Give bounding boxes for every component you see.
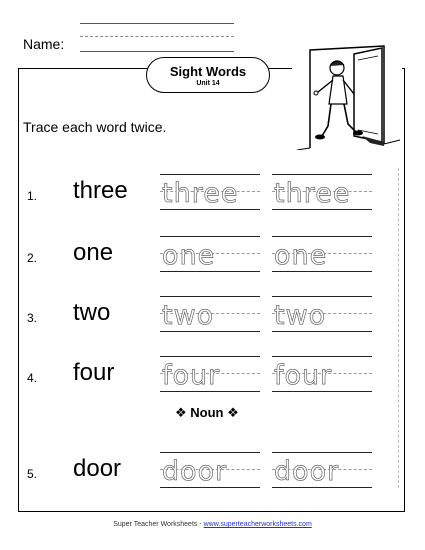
name-guide-mid-line [80,36,234,37]
trace-word: three [162,178,239,209]
trace-guide-line [160,356,260,357]
trace-guide-line [160,174,260,175]
sight-word: four [73,359,115,386]
trace-guide-line [272,356,372,357]
trace-guide-line [272,452,372,453]
trace-box-2[interactable] [272,356,372,392]
title-badge [146,57,270,93]
trace-word: one [274,240,328,271]
trace-box-2[interactable] [272,174,372,210]
name-guide-bottom-line[interactable] [80,51,234,52]
trace-box-2[interactable] [272,452,372,488]
name-label: Name: [23,36,65,52]
row-number: 2. [27,251,38,265]
trace-word: two [274,300,327,331]
footer-credit: Super Teacher Worksheets - [113,521,204,528]
trace-guide-line [272,236,372,237]
trace-guide-line [272,296,372,297]
trace-box-2[interactable] [272,296,372,332]
row-number: 3. [27,311,38,325]
trace-guide-line [272,174,372,175]
trace-box-1[interactable] [160,356,260,392]
noun-section-label: ❖ Noun ❖ [175,405,239,420]
trace-guide-line [160,296,260,297]
trace-word: three [274,178,351,209]
trace-word: four [274,360,333,391]
trace-word: door [274,456,340,487]
trace-word: two [162,300,215,331]
boy-opening-door-icon [292,40,402,150]
unit-label: Unit 14 [196,80,220,87]
right-guide-dots [398,168,399,488]
footer-link[interactable]: www.superteacherworksheets.com [203,521,312,528]
sight-word: door [73,455,122,482]
footer [0,521,425,528]
sight-word: three [73,177,128,204]
trace-word: four [162,360,221,391]
row-number: 5. [27,467,38,481]
trace-box-1[interactable] [160,174,260,210]
sight-word: one [73,239,114,266]
trace-guide-line [160,236,260,237]
instruction-text: Trace each word twice. [23,119,167,135]
worksheet-title: Sight Words [169,64,247,79]
trace-box-1[interactable] [160,236,260,272]
trace-guide-line [160,452,260,453]
trace-box-2[interactable] [272,236,372,272]
trace-word: door [162,456,228,487]
trace-box-1[interactable] [160,296,260,332]
trace-box-1[interactable] [160,452,260,488]
sight-word: two [73,299,111,326]
row-number: 4. [27,371,38,385]
row-number: 1. [27,189,38,203]
trace-word: one [162,240,216,271]
name-guide-top-line [80,23,234,24]
